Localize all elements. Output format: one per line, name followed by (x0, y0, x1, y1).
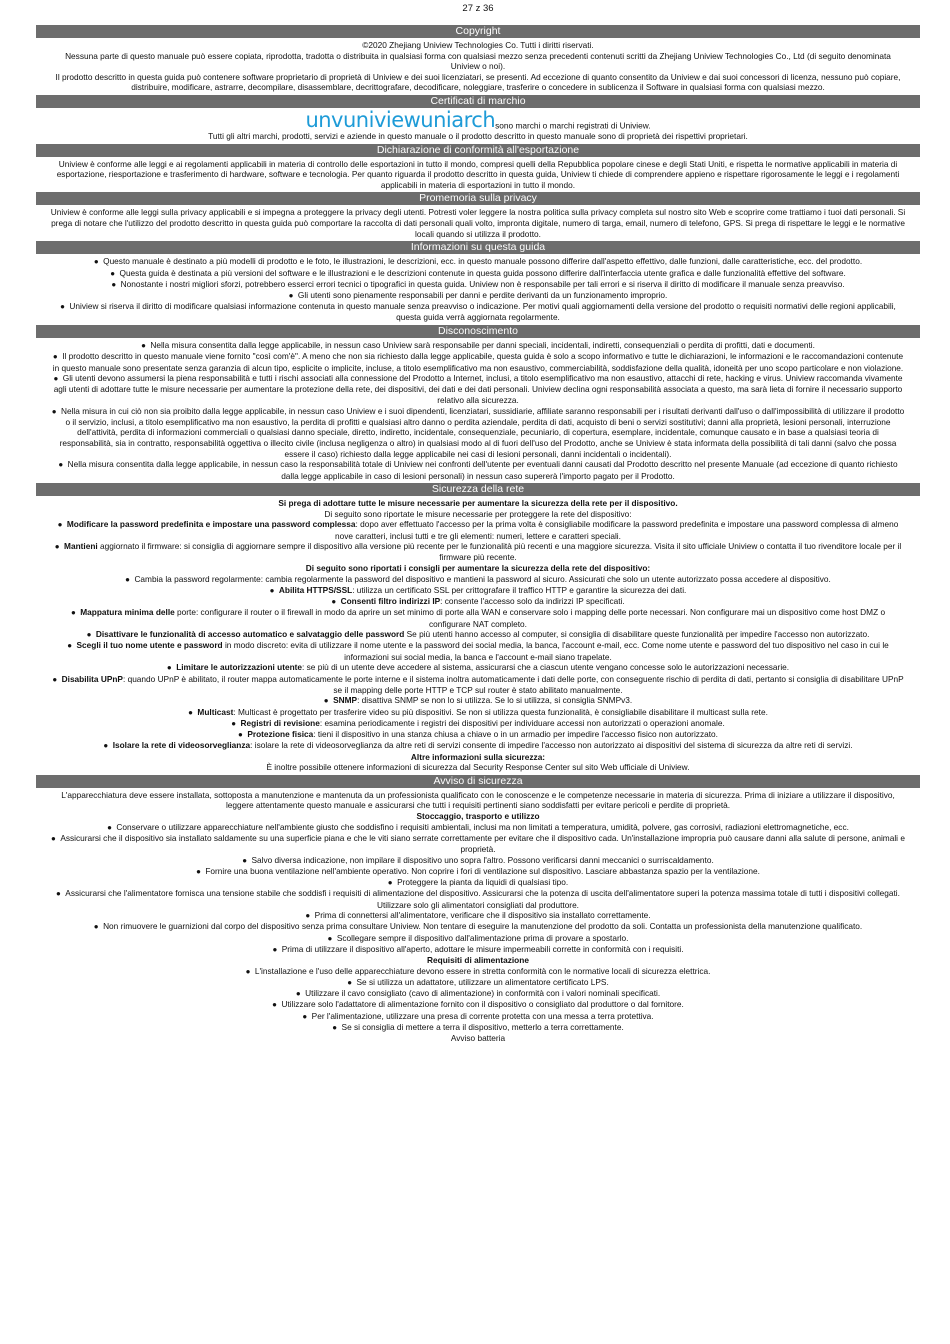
item-bold: Protezione fisica (247, 729, 314, 740)
page-number: 27 z 36 (462, 3, 494, 14)
storage-heading: Stoccaggio, trasporto e utilizzo (416, 810, 540, 821)
privacy-paragraph: Uniview è conforme alle leggi sulla privacy applicabili e si impegna a proteggere la privacy degli utenti. Potresti voler leggere la nostra politica sulla privacy completa sul nostro sito Web e scoprire come trattiamo i tuoi dati personali. Si prega di notare che l'utilizzo del prodotto descritto in questa guida può comportare la raccolta di dati personali quali volto, impronta digitale, numero di targa, email, numero di telefono, GPS. Si prega di rispettare le leggi e le normative locali quando si utilizza il prodotto. (50, 207, 906, 239)
item-text: : tieni il dispositivo in una stanza chiusa a chiave o in un armadio per impedire l'accesso fisico non autorizzato. (313, 729, 718, 740)
guide-info-item: ● Questo manuale è destinato a più modelli di prodotto e le foto, le illustrazioni, le descrizioni, ecc. in questo manuale possono differire dall'aspetto effettivo, dalle funzioni, dalle caratteristiche, ecc. del prodotto. (36, 256, 920, 267)
network-heading: Si prega di adottare tutte le misure necessarie per aumentare la sicurezza della rete per il dispositivo. (278, 498, 678, 509)
power-item: ● Se si consiglia di mettere a terra il dispositivo, metterlo a terra correttamente. (36, 1022, 920, 1033)
section-header-guide-info: Informazioni su questa guida (36, 241, 920, 254)
power-heading: Requisiti di alimentazione (427, 955, 529, 966)
guide-info-item: ● Nonostante i nostri migliori sforzi, potrebbero esserci errori tecnici o tipografici in questa guida. Uniview non è responsabile per tali errori e si riserva il diritto di modificare il manuale senza preavviso. (36, 279, 920, 290)
network-advice-item (36, 596, 920, 607)
item-bold: Registri di revisione (240, 717, 320, 728)
trademark-logo-row (36, 110, 920, 131)
item-bold: Limitare le autorizzazioni utente (176, 662, 303, 673)
item-text: Cambia la password regolarmente: cambia regolarmente la password del dispositivo e mantieni la password al sicuro. Assicurati che solo un utente autorizzato possa accedere al dispositivo. (134, 573, 831, 584)
item-text: : isolare la rete di videosorveglianza da altre reti di servizi consente di impedire l'accesso non autorizzato ai dispositivi del sistema di sicurezza da altre reti di servizi. (250, 740, 853, 751)
disclaimer-item: ● Nella misura consentita dalla legge applicabile, in nessun caso Uniview sarà responsabile per danni speciali, incidentali, indiretti, consequenziali o perdita di profitti, dati e documenti. (36, 340, 920, 351)
section-header-copyright: Copyright (36, 25, 920, 38)
guide-info-item: ● Uniview si riserva il diritto di modificare qualsiasi informazione contenuta in questo manuale senza preavviso o indicazione. Per motivi quali aggiornamenti della versione del prodotto o requisiti normativi delle regioni applicabili, questa guida verrà aggiornata regolarmente. (36, 301, 920, 323)
guide-info-item: ● Gli utenti sono pienamente responsabili per danni e perdite derivanti da un funzionamento improprio. (36, 290, 920, 301)
storage-item: ● Prima di connettersi all'alimentatore, verificare che il dispositivo sia installato correttamente. (36, 910, 920, 921)
network-advice-item (36, 629, 920, 640)
brand-logos (305, 110, 495, 131)
section-header-network-security: Sicurezza della rete (36, 483, 920, 496)
item-text: aggiornato il firmware: si consiglia di aggiornare sempre il dispositivo alla versione più recente per le funzionalità più recenti e una maggiore sicurezza. Visita il sito ufficiale Uniview o contatta il tuo rivenditore locale per il firmware più recente. (97, 541, 902, 563)
network-advice-item (36, 740, 920, 751)
item-text: in modo discreto: evita di utilizzare il nome utente e la password dei social media, la banca, l'account e-mail, ecc. Come nome utente e password del tuo dispositivo nel caso in cui le informazioni sui social media, la banca e l'account e-mail siano trapelate. (222, 640, 889, 662)
storage-item: ● Assicurarsi che l'alimentatore fornisca una tensione stabile che soddisfi i requisiti di alimentazione del dispositivo. Assicurarsi che la potenza di uscita dell'alimentatore superi la potenza massima totale di tutti i dispositivi collegati. Utilizzare solo gli alimentatori consigliati dal produttore. (36, 888, 920, 910)
storage-item: ● Salvo diversa indicazione, non impilare il dispositivo uno sopra l'altro. Possono verificarsi danni meccanici o surriscaldamento. (36, 855, 920, 866)
safety-intro: L'apparecchiatura deve essere installata, sottoposta a manutenzione e mantenuta da un professionista qualificato con le conoscenze e le competenze necessarie in materia di sicurezza. Prima di iniziare a utilizzare il dispositivo, leggere attentamente questo manuale e assicurarsi che tutti i requisiti pertinenti siano soddisfatti per evitare pericoli e perdite di proprietà. (61, 789, 895, 811)
other-security-heading: Altre informazioni sulla sicurezza: (410, 751, 546, 762)
network-advice-item (36, 662, 920, 673)
power-item: ● Se si utilizza un adattatore, utilizzare un alimentatore certificato LPS. (36, 977, 920, 988)
export-paragraph: Uniview è conforme alle leggi e ai regolamenti applicabili in materia di controllo delle esportazioni in tutto il mondo, compresi quelli della Repubblica popolare cinese e degli Stati Uniti, e rispetta le normative applicabili in materia di esportazione, riesportazione e trasferimento di hardware, software e tecnologia. Per quanto riguarda il prodotto descritto in questa guida, Uniview ti chiede di comprendere appieno e rispettare rigorosamente le leggi e i regolamenti applicabili in materia di esportazioni in tutto il mondo. (56, 158, 900, 190)
storage-item: ● Fornire una buona ventilazione nell'ambiente operativo. Non coprire i fori di ventilazione sul dispositivo. Lasciare abbastanza spazio per la ventilazione. (36, 866, 920, 877)
network-advice-item (36, 707, 920, 718)
unv-logo: unv (305, 108, 343, 133)
item-text: : disattiva SNMP se non lo si utilizza. Se lo si utilizza, si consiglia SNMPv3. (357, 695, 633, 706)
power-item: ● Per l'alimentazione, utilizzare una presa di corrente protetta con una messa a terra protettiva. (36, 1011, 920, 1022)
section-header-disclaimer: Disconoscimento (36, 325, 920, 338)
section-header-trademark: Certificati di marchio (36, 95, 920, 108)
item-text: : utilizza un certificato SSL per crittografare il traffico HTTP e garantire la sicurezza dei dati. (352, 584, 687, 595)
item-bold: Mappatura minima delle (80, 607, 175, 618)
item-bold: Abilita HTTPS/SSL (278, 584, 353, 595)
network-intro: Di seguito sono riportate le misure necessarie per proteggere la rete del dispositivo: (324, 508, 632, 519)
item-bold: Multicast (197, 706, 234, 717)
disclaimer-item: ● Il prodotto descritto in questo manuale viene fornito "così com'è". A meno che non sia richiesto dalla legge applicabile, questa guida è solo a scopo informativo e tutte le dichiarazioni, le informazioni e le raccomandazioni contenute in questo manuale sono presentate senza garanzia di alcun tipo, esplicite o implicite, incluse, a titolo esemplificativo ma non esaustivo, commerciabilità, soddisfazione della qualità, idoneità per uno scopo particolare e non violazione. (36, 351, 920, 373)
network-measure-item (36, 519, 920, 541)
storage-item: ● Scollegare sempre il dispositivo dall'alimentazione prima di provare a spostarlo. (36, 933, 920, 944)
item-bold: Consenti filtro indirizzi IP (340, 596, 441, 607)
network-advice-item (36, 640, 920, 662)
item-bold: SNMP (333, 695, 358, 706)
network-advice-item (36, 585, 920, 596)
power-item: ● L'installazione e l'uso delle apparecchiature devono essere in stretta conformità con le normative locali di sicurezza elettrica. (36, 966, 920, 977)
storage-item: ● Assicurarsi che il dispositivo sia installato saldamente su una superficie piana e che le viti siano serrate correttamente per evitare che il dispositivo cada. Un'installazione impropria può causare danni alla salute di persone, animali e proprietà. (36, 833, 920, 855)
item-text: : se più di un utente deve accedere al sistema, assicurarsi che a ciascun utente vengano concesse solo le autorizzazioni necessarie. (302, 662, 790, 673)
network-advice-item (36, 607, 920, 629)
item-bold: Scegli il tuo nome utente e password (76, 640, 223, 651)
item-bold: Isolare la rete di videosorveglianza (112, 740, 251, 751)
item-bold: Disattivare le funzionalità di accesso automatico e salvataggio delle password (95, 629, 405, 640)
storage-item: ● Prima di utilizzare il dispositivo all'aperto, adottare le misure impermeabili corrette in conformità con i requisiti. (36, 944, 920, 955)
battery-heading: Avviso batteria (450, 1033, 506, 1044)
network-advice-item (36, 674, 920, 696)
software-paragraph: Il prodotto descritto in questa guida può contenere software proprietario di proprietà di Uniview e dei suoi licenziatari, se presenti. Ad eccezione di quanto consentito da Uniview e dai suoi concessori di licenza, nessuno può copiare, distribuire, modificare, astrarre, decompilare, disassemblare, decrittografare, decodificare, noleggiare, trasferire o concedere in sublicenza il Software in qualsiasi forma con qualsiasi mezzo. (55, 71, 901, 93)
item-bold: Modificare la password predefinita e impostare una password complessa (66, 519, 356, 530)
storage-item: ● Proteggere la pianta da liquidi di qualsiasi tipo. (36, 877, 920, 888)
power-item: ● Utilizzare solo l'adattatore di alimentazione fornito con il dispositivo o consigliato dal produttore o dal fornitore. (36, 999, 920, 1010)
section-header-privacy: Promemoria sulla privacy (36, 192, 920, 205)
network-advice-item (36, 718, 920, 729)
storage-item: ● Non rimuovere le guarnizioni dal corpo del dispositivo senza prima consultare Uniview. Non tentare di eseguire la manutenzione del prodotto da soli. Contatta un professionista della manutenzione qualificato. (36, 921, 920, 932)
disclaimer-item: ● Nella misura consentita dalla legge applicabile, in nessun caso la responsabilità totale di Uniview nei confronti dell'utente per eventuali danni causati dal Prodotto descritto nel presente Manuale (ad eccezione di quanto richiesto dalla legge applicabile in caso di lesioni personali) in nessun caso supererà l'importo pagato per il Prodotto. (36, 459, 920, 481)
item-text: : esamina periodicamente i registri dei dispositivi per individuare accessi non autorizzati o operazioni anomale. (319, 717, 725, 728)
trademark-suffix: sono marchi o marchi registrati di Uniview. (495, 120, 651, 131)
network-advice-item (36, 574, 920, 585)
storage-item: ● Conservare o utilizzare apparecchiature nell'ambiente giusto che soddisfino i requisiti ambientali, inclusi ma non limitati a temperatura, umidità, polvere, gas corrosivi, radiazioni elettromagnetiche, ecc. (36, 822, 920, 833)
section-header-safety: Avviso di sicurezza (36, 775, 920, 788)
item-bold: Disabilita UPnP (61, 673, 123, 684)
item-bold: Mantieni (64, 541, 98, 552)
power-item: ● Utilizzare il cavo consigliato (cavo di alimentazione) in conformità con i valori nominali specificati. (36, 988, 920, 999)
network-advice-item (36, 729, 920, 740)
item-text: : dopo aver effettuato l'accesso per la prima volta è consigliabile modificare la password predefinita e impostare una password complessa di almeno nove caratteri, inclusi tutti e tre gli elementi: numeri, lettere e caratteri speciali. (335, 519, 899, 541)
security-center-note: È inoltre possibile ottenere informazioni di sicurezza dal Security Response Center sul sito Web ufficiale di Uniview. (266, 762, 690, 773)
disclaimer-item: ● Gli utenti devono assumersi la piena responsabilità e tutti i rischi associati alla connessione del Prodotto a Internet, inclusi, a titolo esemplificativo ma non esaustivo, attacchi di rete, hacking e virus. Uniview raccomanda vivamente agli utenti di adottare tutte le misure necessarie per aumentare la protezione della rete, dei dispositivi, dei dati e dei dati personali. Uniview declina ogni responsabilità associata a questo, ma sarà lieta di fornire il necessario supporto relativo alla sicurezza. (36, 373, 920, 405)
section-header-export: Dichiarazione di conformità all'esportazione (36, 144, 920, 157)
trademark-paragraph: Tutti gli altri marchi, prodotti, servizi e aziende in questo manuale o il prodotto descritto in questo manuale sono di proprietà dei rispettivi proprietari. (208, 131, 748, 142)
item-text: : Multicast è progettato per trasferire video su più dispositivi. Se non si utilizza questa funzionalità, è consigliabile disabilitare il multicast sulla rete. (233, 706, 768, 717)
network-advice-heading: Di seguito sono riportati i consigli per aumentare la sicurezza della rete del dispositivo: (305, 563, 651, 574)
copyright-line: ©2020 Zhejiang Uniview Technologies Co. Tutti i diritti riservati. (362, 40, 594, 50)
uniview-logo: uniview (342, 108, 421, 133)
uniarch-logo: uniarch (420, 108, 496, 133)
item-text: : quando UPnP è abilitato, il router mappa automaticamente le porte interne e il sistema inoltra automaticamente i dati delle porte, con conseguente rischio di perdita di dati, pertanto si consiglia di disabilitare UPnP se il mapping delle porte HTTP e TCP sul router è stato abilitato manualmente. (122, 673, 904, 695)
copyright-paragraph: Nessuna parte di questo manuale può essere copiata, riprodotta, tradotta o distribuita in qualsiasi forma con qualsiasi mezzo senza precedenti contenuti scritti da Zhejiang Uniview Technologies Co., Ltd (di seguito denominata Uniview o noi). (65, 50, 891, 72)
guide-info-item: ● Questa guida è destinata a più versioni del software e le illustrazioni e le descrizioni contenute in questa guida possono differire dall'interfaccia utente grafica e dalle funzionalità effettive del software. (36, 268, 920, 279)
network-advice-item (36, 695, 920, 706)
item-text: Se più utenti hanno accesso al computer, si consiglia di disabilitare queste funzionalità per impedire l'accesso non autorizzato. (404, 629, 870, 640)
item-text: : consente l'accesso solo da indirizzi IP specificati. (440, 596, 625, 607)
item-text: porte: configurare il router o il firewall in modo da aprire un set minimo di porte alla WAN e conservare solo i mapping delle porte necessari. Non configurare mai un dispositivo come host DMZ o configurare NAT completo. (174, 607, 886, 629)
disclaimer-item: ● Nella misura in cui ciò non sia proibito dalla legge applicabile, in nessun caso Uniview e i suoi dipendenti, licenziatari, sussidiarie, affiliate saranno responsabili per i risultati derivanti dall'uso o dall'impossibilità di utilizzare il prodotto o il servizio, inclusi, a titolo esemplificativo ma non esaustivo, la perdita di profitti e qualsiasi altro danno o perdita aziendale, perdita di dati, acquisto di beni o servizi sostitutivi; danni alla proprietà, lesioni personali, interruzione dell'attività, perdita di informazioni commerciali o qualsiasi danno speciale, diretto, indiretto, incidentale, consequenziale, pecuniario, di copertura, esemplare, incidentale, comunque causato e in base a qualsiasi teoria di responsabilità, sia in contratto, responsabilità oggettiva o illecito civile (inclusa negligenza o altro) in qualsiasi modo al di fuori dell'uso del Prodotto, anche se Uniview è stata informata della possibilità di tali danni (salvo che possa essere il caso) richiesto dalla legge applicabile nei casi di lesioni personali, danni incidentali o incidentali). (36, 406, 920, 460)
network-measure-item (36, 541, 920, 563)
